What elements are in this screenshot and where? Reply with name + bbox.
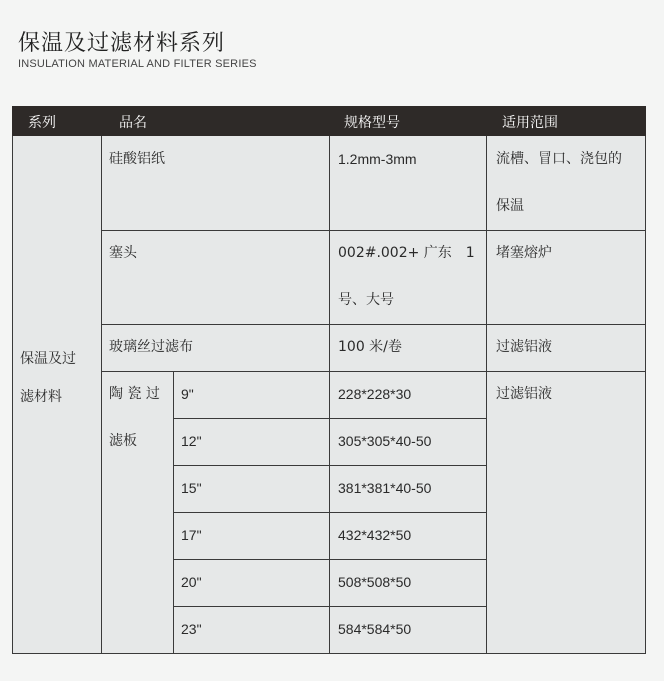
spec-cell: 305*305*40-50: [338, 433, 432, 449]
ceramic-name-line1: 陶 瓷 过: [109, 386, 160, 402]
grid-line: [101, 230, 646, 231]
row1-usage-line2: 保温: [496, 198, 524, 214]
grid-line: [486, 136, 487, 654]
grid-line: [101, 371, 646, 372]
ceramic-usage: 过滤铝液: [496, 386, 552, 402]
size-cell: 15": [181, 480, 202, 496]
grid-line: [329, 136, 330, 654]
row2-spec-line2: 号、大号: [338, 292, 394, 308]
row2-name: 塞头: [109, 245, 137, 261]
row3-usage: 过滤铝液: [496, 339, 552, 355]
grid-line: [173, 418, 486, 419]
row1-usage-line1: 流槽、冒口、浇包的: [496, 151, 622, 167]
size-cell: 12": [181, 433, 202, 449]
size-cell: 9": [181, 386, 194, 402]
grid-line: [12, 136, 13, 654]
grid-line: [12, 653, 646, 654]
series-label-line2: 滤材料: [20, 389, 62, 405]
size-cell: 23": [181, 621, 202, 637]
spec-cell: 508*508*50: [338, 574, 412, 590]
series-label-line1: 保温及过: [20, 351, 76, 367]
header-name: 品名: [119, 115, 147, 131]
header-spec: 规格型号: [344, 115, 400, 131]
row1-spec: 1.2mm-3mm: [338, 151, 417, 167]
grid-line: [645, 136, 646, 654]
row3-spec: 100 米/卷: [338, 339, 402, 355]
page-subtitle: INSULATION MATERIAL AND FILTER SERIES: [18, 58, 257, 70]
grid-line: [101, 324, 646, 325]
product-table: [12, 106, 646, 654]
grid-line: [173, 512, 486, 513]
table-header: [12, 106, 646, 136]
row2-spec-line1: 002#.002+ 广东 1: [338, 245, 475, 261]
grid-line: [173, 559, 486, 560]
page-title: 保温及过滤材料系列: [18, 31, 226, 56]
grid-line: [101, 136, 102, 654]
grid-line: [173, 465, 486, 466]
size-cell: 17": [181, 527, 202, 543]
ceramic-name-line2: 滤板: [109, 433, 137, 449]
header-usage: 适用范围: [502, 115, 558, 131]
row3-name: 玻璃丝过滤布: [109, 339, 193, 355]
spec-cell: 432*432*50: [338, 527, 412, 543]
spec-cell: 584*584*50: [338, 621, 412, 637]
spec-cell: 381*381*40-50: [338, 480, 432, 496]
row2-usage: 堵塞熔炉: [496, 245, 552, 261]
grid-line: [173, 606, 486, 607]
size-cell: 20": [181, 574, 202, 590]
spec-cell: 228*228*30: [338, 386, 412, 402]
header-series: 系列: [28, 115, 56, 131]
row1-name: 硅酸铝纸: [109, 151, 165, 167]
